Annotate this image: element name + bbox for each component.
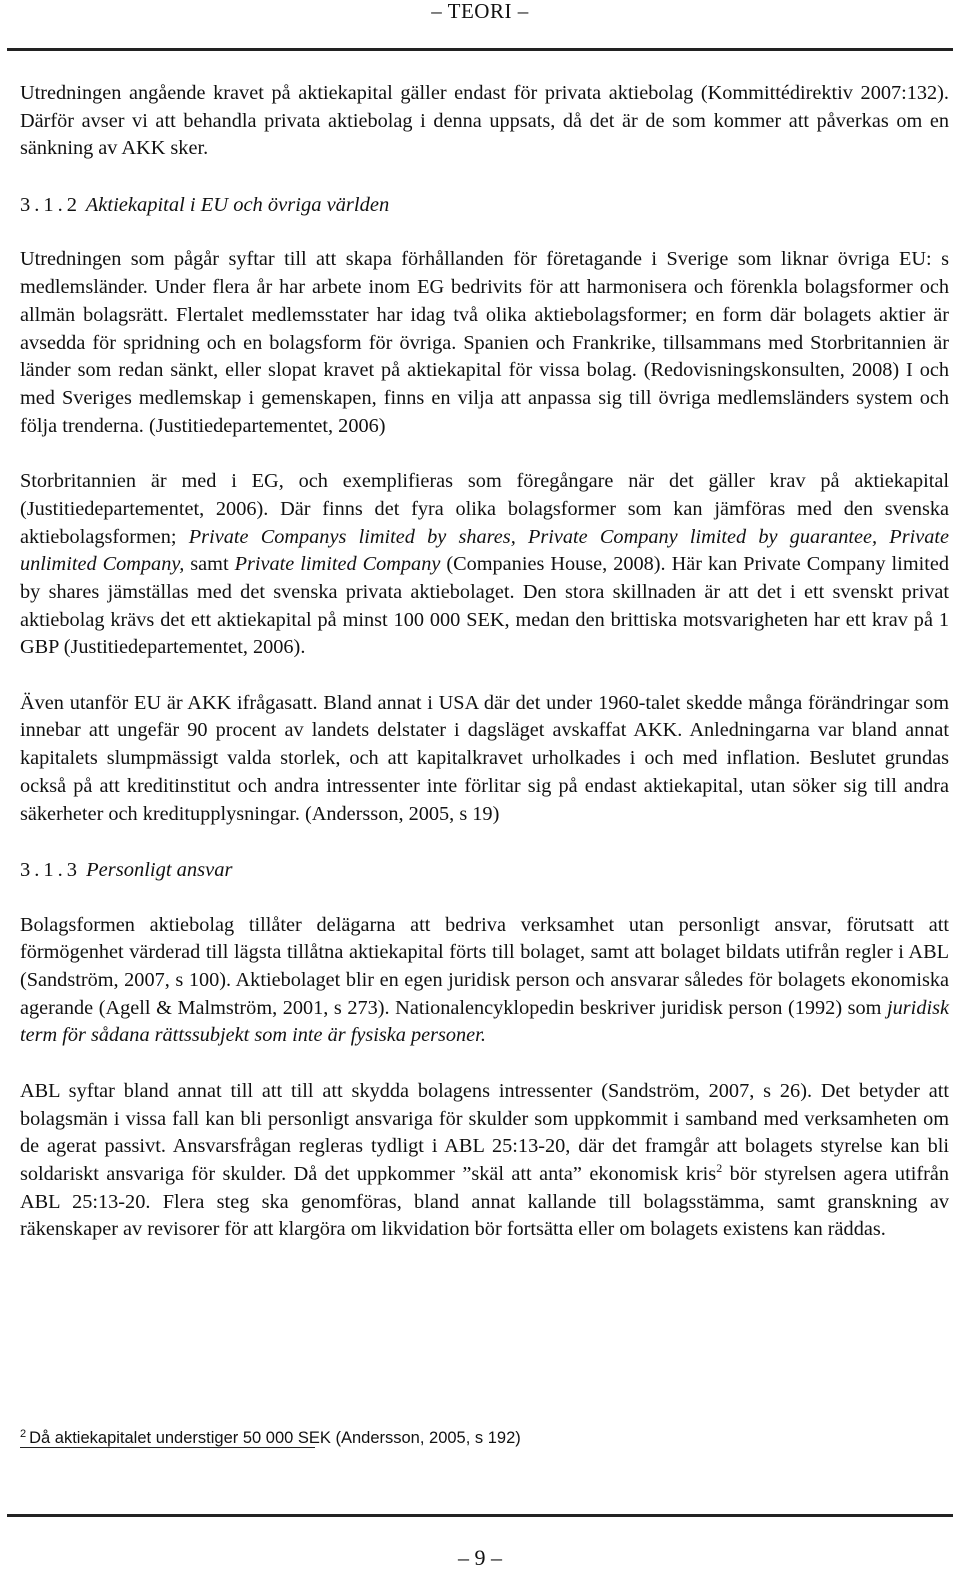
section-heading-3-1-2 xyxy=(20,191,949,219)
italic-run: Private limited Company xyxy=(234,553,441,576)
italic-run: Private Companys limited by shares, Private Company limited by guarantee, Private unlimited Company, xyxy=(20,525,949,576)
text-run: Bolagsformen aktiebolag tillåter delägarna att bedriva verksamhet utan personligt ansvar, förutsatt att förmögenhet värderad till lägsta tillåtna aktiekapital förts till bolaget, samt att bolaget bildats utifrån regler i ABL (Sandström, 2007, s 100). Aktiebolaget blir en egen juridisk person och ansvarar således för bolagets ekonomiska agerande (Agell & Malmström, 2001, s 273). Nationalencyklopedin beskriver juridisk person (1992) som xyxy=(20,913,949,1019)
footnote-marker: 2 xyxy=(20,1428,27,1440)
section-title: Aktiekapital i EU och övriga världen xyxy=(85,193,390,216)
page-number: – 9 – xyxy=(458,1545,502,1570)
paragraph-scope: Utredningen angående kravet på aktiekapital gäller endast för privata aktiebolag (Kommittédirektiv 2007:132). Därför avser vi att behandla privata aktiebolag i denna uppsats, då det är de som kommer att påverkas om en sänkning av AKK sker. xyxy=(20,82,949,160)
document-body xyxy=(20,80,949,1272)
paragraph-abl xyxy=(20,1078,949,1244)
text-run: (Companies House, 2008). Här kan Private Company limited by shares jämställas med det svenska privata aktiebolaget. Den stora skillnaden är att det i ett svenskt privat aktiebolag krävs det ett aktiekapital på minst 100 000 SEK, medan den brittiska motsvarigheten har ett krav på 1 GBP (Justitiedepartementet, 2006). xyxy=(20,553,950,659)
italic-run: juridisk term för sådana rättssubjekt som inte är fysiska personer. xyxy=(20,996,949,1047)
paragraph-liability xyxy=(20,912,949,1051)
footnote-reference[interactable]: 2 xyxy=(716,1160,723,1175)
text-run: Storbritannien är med i EG, och exemplifieras som föregångare när det gäller krav på aktiekapital (Justitiedepartementet, 2006). Där finns det fyra olika bolagsformer som kan jämföras med den svenska aktiebolagsformen; xyxy=(20,470,949,548)
running-header: – TEORI – xyxy=(431,0,529,23)
paragraph-usa: Även utanför EU är AKK ifrågasatt. Bland annat i USA där det under 1960-talet skedde många förändringar som innebar att ungefär 90 procent av landets delstater i dagsläget avskaffat AKK. Anledningarna var bland annat kapitalets slumpmässigt valda storlek, och att kapitalkravet urholkades i och med inflation. Beslutet grundas också på att kreditinstitut och andra intressenter inte förlitar sig på endast aktiekapital, utan söker sig till andra säkerheter och kreditupplysningar. (Andersson, 2005, s 19) xyxy=(20,691,949,825)
section-heading-3-1-3 xyxy=(20,856,949,884)
text-run: samt xyxy=(184,553,235,576)
text-run: bör styrelsen agera utifrån ABL 25:13-20. Flera steg ska genomföras, bland annat kallande till bolagsstämma, samt granskning av räkenskaper av revisorer för att klargöra om likvidation bör fortsätta eller om bolagets existens kan räddas. xyxy=(20,1162,949,1241)
footnote-text: Då aktiekapitalet understiger 50 000 SEK (Andersson, 2005, s 192) xyxy=(29,1429,521,1447)
paragraph-eu: Utredningen som pågår syftar till att skapa förhållanden för företagande i Sverige som liknar övriga EU: s medlemsländer. Under flera år har arbete inom EG bedrivits för att harmonisera och förenkla bolagsformer och allmän bolagsrätt. Flertalet medlemsstater har idag två olika aktiebolagsformer; en form där bolagets aktier är avsedda för spridning och en bolagsform för övriga. Spanien och Frankrike, tillsammans med Storbritannien är länder som redan sänkt, eller slopat kravet på aktiekapital för vissa bolag. (Redovisningskonsulten, 2008) I och med Sveriges medlemskap i gemenskapen, finns en vilja att anpassa sig till övriga medlemsländers system och följa trenderna. (Justitiedepartementet, 2006) xyxy=(20,248,949,437)
paragraph-uk xyxy=(20,468,949,662)
footnote xyxy=(20,1428,920,1448)
header-divider xyxy=(7,48,953,51)
section-number: 3.1.3 xyxy=(20,858,81,881)
footer-divider xyxy=(7,1514,953,1517)
section-number: 3.1.2 xyxy=(20,193,81,216)
text-run: ABL syftar bland annat till att till att skydda bolagens intressenter (Sandström, 2007, s 26). Det betyder att bolagsmän i vissa fall kan bli personligt ansvariga för skulder som uppkommit i samband med verksamheten om de agerat passivt. Ansvarsfrågan regleras tydligt i ABL 25:13-20, där det framgår att bolagets styrelse kan bli soldariskt ansvariga för skulder. Då det uppkommer ”skäl att anta” ekonomisk kris xyxy=(20,1079,949,1185)
section-title: Personligt ansvar xyxy=(86,858,233,881)
